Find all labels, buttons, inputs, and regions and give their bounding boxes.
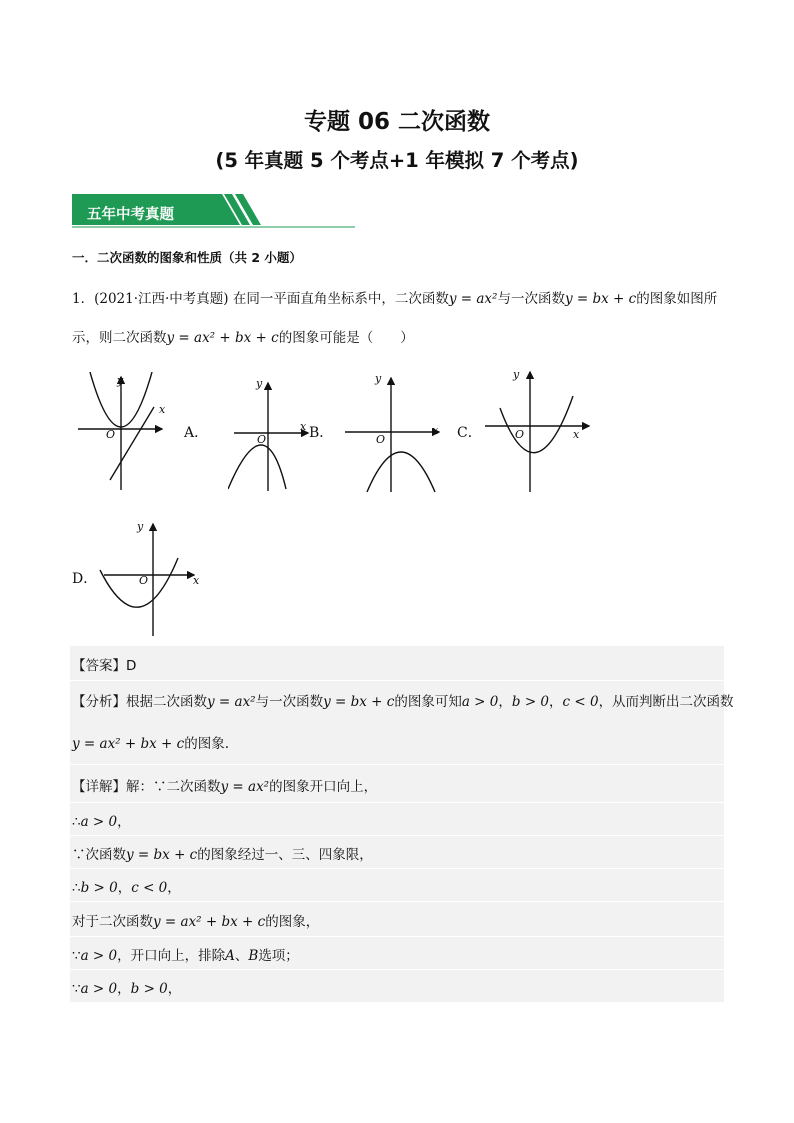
option-a-label: A．	[184, 425, 209, 441]
detail-line-5: 对于二次函数y = ax² + bx + c的图象，	[72, 914, 320, 930]
b-x-label: x	[432, 424, 439, 437]
detail-line-4: ∴b > 0，c < 0，	[72, 880, 181, 896]
answer-line: 【答案】D	[72, 658, 137, 674]
option-b-graph	[345, 372, 445, 494]
option-d-graph	[96, 520, 206, 638]
given-graph	[78, 372, 168, 492]
detail-line-6: ∵a > 0，开口向上，排除A、B选项；	[72, 948, 299, 964]
c-y-label: y	[513, 368, 520, 381]
b-y-label: y	[375, 372, 382, 385]
analysis-line-1: 【分析】根据二次函数y = ax²与一次函数y = bx + c的图象可知a > 0，b > 0，c < 0，从而判断出二次函数	[72, 694, 734, 710]
option-b-label: B．	[309, 425, 334, 441]
option-a-graph	[228, 375, 313, 493]
d-x-label: x	[193, 574, 200, 587]
c-origin-label: O	[515, 428, 525, 441]
b-origin-label: O	[376, 433, 386, 446]
given-x-label: x	[159, 403, 166, 416]
c-x-label: x	[573, 428, 580, 441]
a-y-label: y	[256, 377, 263, 390]
analysis-line-2: y = ax² + bx + c的图象.	[72, 736, 229, 752]
detail-line-1: 【详解】解：∵二次函数y = ax²的图象开口向上，	[72, 779, 378, 795]
given-y-label: y	[117, 374, 124, 387]
question-line-1: 1．(2021·江西·中考真题) 在同一平面直角坐标系中，二次函数y = ax²与一次函数y = bx + c的图象如图所	[72, 291, 718, 307]
a-origin-label: O	[257, 433, 267, 446]
detail-line-7: ∵a > 0，b > 0，	[72, 981, 182, 997]
d-y-label: y	[137, 520, 144, 533]
detail-line-2: ∴a > 0，	[72, 814, 131, 830]
d-origin-label: O	[139, 574, 149, 587]
given-origin-label: O	[106, 428, 116, 441]
question-line-2: 示，则二次函数y = ax² + bx + c的图象可能是（ ）	[72, 330, 414, 346]
a-x-label: x	[300, 420, 307, 433]
page-subtitle: (5 年真题 5 个考点+1 年模拟 7 个考点)	[215, 149, 579, 172]
option-d-label: D．	[72, 571, 98, 587]
page-title: 专题 06 二次函数	[303, 109, 491, 135]
section-heading: 一．二次函数的图象和性质（共 2 小题）	[72, 250, 302, 265]
detail-line-3: ∵次函数y = bx + c的图象经过一、三、四象限，	[72, 847, 373, 863]
option-c-label: C．	[457, 425, 482, 441]
banner-label: 五年中考真题	[87, 207, 174, 223]
